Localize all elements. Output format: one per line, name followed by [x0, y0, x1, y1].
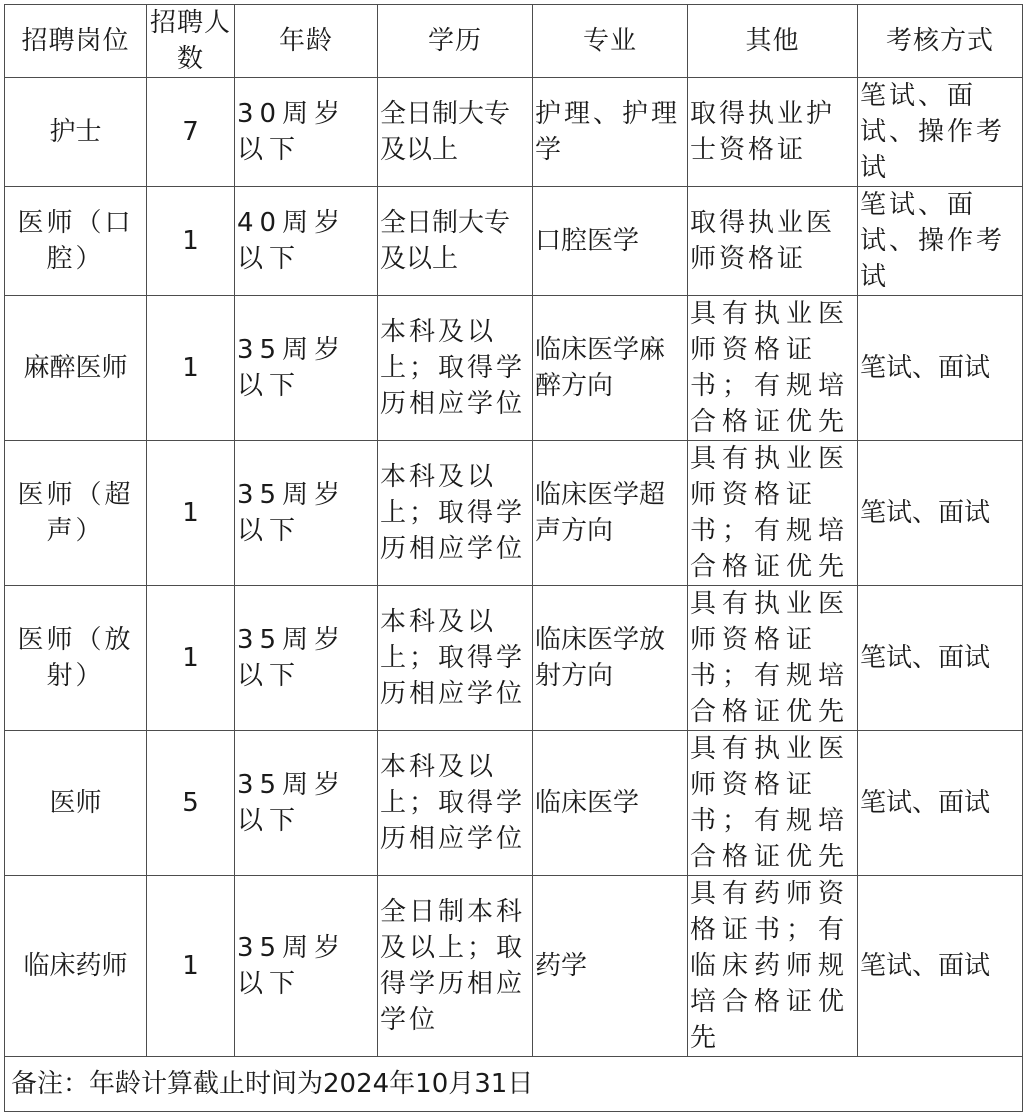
- age-cutoff-note: 备注：年龄计算截止时间为2024年10月31日: [5, 1057, 1023, 1112]
- header-other: 其他: [688, 5, 858, 78]
- cell-count: 1: [147, 187, 235, 296]
- cell-age: 35周岁以下: [235, 296, 378, 441]
- cell-education: 本科及以上；取得学历相应学位: [378, 586, 533, 731]
- cell-assessment: 笔试、面试、操作考试: [858, 187, 1023, 296]
- cell-education: 本科及以上；取得学历相应学位: [378, 441, 533, 586]
- cell-assessment: 笔试、面试: [858, 296, 1023, 441]
- cell-count: 1: [147, 296, 235, 441]
- cell-position: 医师（超声）: [5, 441, 147, 586]
- table-row: [5, 78, 1023, 187]
- cell-assessment: 笔试、面试: [858, 586, 1023, 731]
- table-row: [5, 187, 1023, 296]
- table-row: [5, 441, 1023, 586]
- recruitment-table: [4, 4, 1023, 1112]
- cell-major: 临床医学超声方向: [533, 441, 688, 586]
- header-position: 招聘岗位: [5, 5, 147, 78]
- cell-age: 35周岁以下: [235, 586, 378, 731]
- header-age: 年龄: [235, 5, 378, 78]
- cell-position: 医师（口腔）: [5, 187, 147, 296]
- cell-assessment: 笔试、面试: [858, 731, 1023, 876]
- cell-major: 临床医学: [533, 731, 688, 876]
- cell-education: 全日制大专及以上: [378, 187, 533, 296]
- header-count: 招聘人数: [147, 5, 235, 78]
- cell-count: 1: [147, 586, 235, 731]
- cell-count: 5: [147, 731, 235, 876]
- cell-position: 医师（放射）: [5, 586, 147, 731]
- cell-age: 30周岁以下: [235, 78, 378, 187]
- table-row: [5, 586, 1023, 731]
- cell-major: 护理、护理学: [533, 78, 688, 187]
- cell-major: 临床医学放射方向: [533, 586, 688, 731]
- cell-age: 40周岁以下: [235, 187, 378, 296]
- cell-age: 35周岁以下: [235, 876, 378, 1057]
- cell-major: 药学: [533, 876, 688, 1057]
- note-row: [5, 1057, 1023, 1112]
- cell-other: 取得执业护士资格证: [688, 78, 858, 187]
- cell-assessment: 笔试、面试: [858, 876, 1023, 1057]
- cell-age: 35周岁以下: [235, 441, 378, 586]
- cell-assessment: 笔试、面试: [858, 441, 1023, 586]
- cell-position: 麻醉医师: [5, 296, 147, 441]
- cell-position: 医师: [5, 731, 147, 876]
- cell-count: 7: [147, 78, 235, 187]
- table-row: [5, 731, 1023, 876]
- cell-age: 35周岁以下: [235, 731, 378, 876]
- header-assessment: 考核方式: [858, 5, 1023, 78]
- cell-major: 临床医学麻醉方向: [533, 296, 688, 441]
- cell-education: 全日制本科及以上；取得学历相应学位: [378, 876, 533, 1057]
- cell-position: 护士: [5, 78, 147, 187]
- table-row: [5, 876, 1023, 1057]
- table-header-row: [5, 5, 1023, 78]
- header-major: 专业: [533, 5, 688, 78]
- cell-other: 具有执业医师资格证书；有规培合格证优先: [688, 731, 858, 876]
- cell-other: 取得执业医师资格证: [688, 187, 858, 296]
- cell-other: 具有执业医师资格证书；有规培合格证优先: [688, 586, 858, 731]
- cell-other: 具有执业医师资格证书；有规培合格证优先: [688, 441, 858, 586]
- cell-education: 本科及以上；取得学历相应学位: [378, 731, 533, 876]
- cell-position: 临床药师: [5, 876, 147, 1057]
- cell-count: 1: [147, 876, 235, 1057]
- cell-education: 全日制大专及以上: [378, 78, 533, 187]
- table-row: [5, 296, 1023, 441]
- cell-count: 1: [147, 441, 235, 586]
- header-education: 学历: [378, 5, 533, 78]
- cell-assessment: 笔试、面试、操作考试: [858, 78, 1023, 187]
- cell-other: 具有执业医师资格证书；有规培合格证优先: [688, 296, 858, 441]
- cell-other: 具有药师资格证书；有临床药师规培合格证优先: [688, 876, 858, 1057]
- cell-major: 口腔医学: [533, 187, 688, 296]
- cell-education: 本科及以上；取得学历相应学位: [378, 296, 533, 441]
